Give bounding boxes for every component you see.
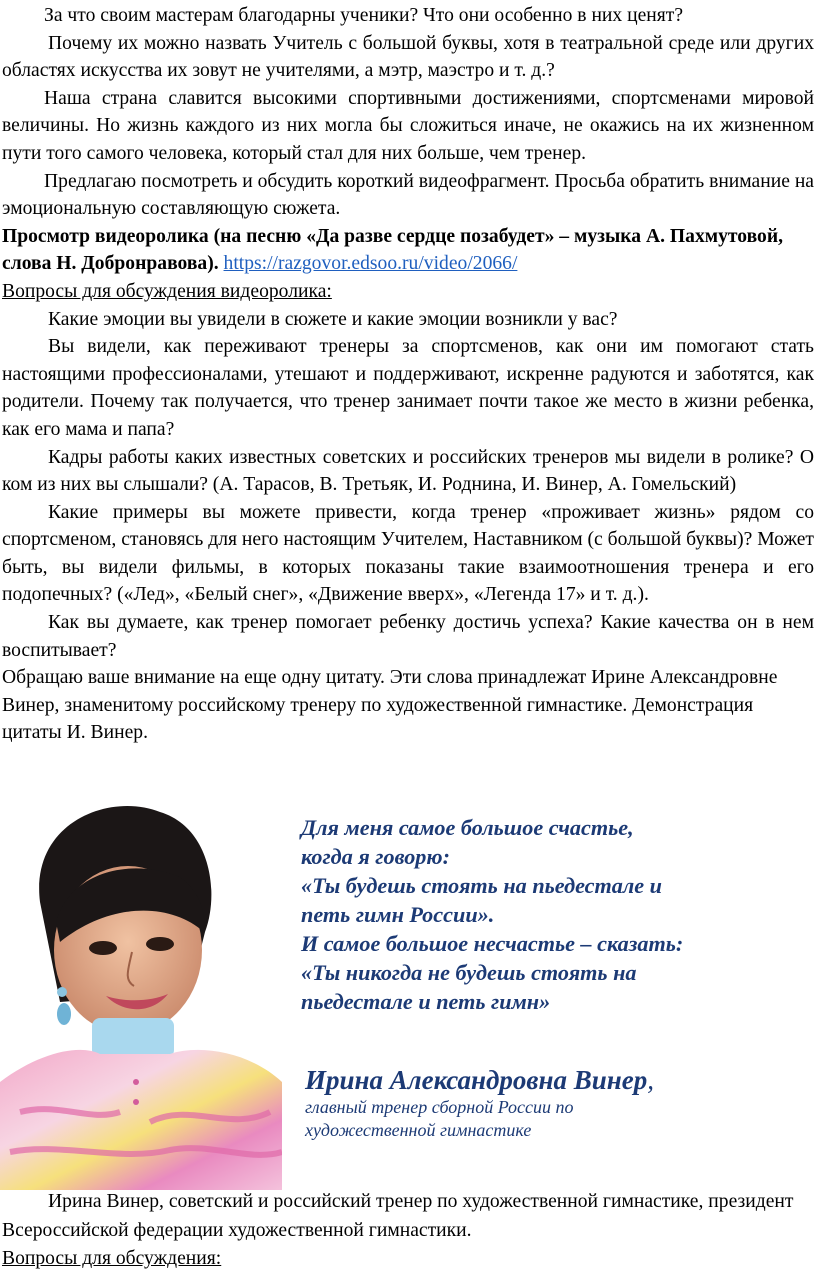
citation-intro: Обращаю ваше внимание на еще одну цитату. Эти слова принадлежат Ирине Александровне Винер, знаменитому российскому тренеру по художественной гимнастике. Демонстрация цитаты И. Винер.: [2, 667, 778, 744]
author-comma: ,: [647, 1065, 654, 1095]
video-title: Просмотр видеоролика (на песню «Да разве сердце позабудет» – музыка А. Пахмутовой, слова Н. Добронравова).: [2, 225, 784, 275]
author-name-line: [305, 1064, 810, 1096]
quote-line-7: пьедестале и петь гимн»: [301, 989, 551, 1014]
quote-line-3: «Ты будешь стоять на пьедестале и: [301, 873, 662, 898]
portrait-photo: [0, 782, 282, 1190]
quote-line-2: когда я говорю:: [301, 844, 450, 869]
final-heading: Вопросы для обсуждения:: [2, 1248, 222, 1269]
author-name: Ирина Александровна Винер: [305, 1065, 648, 1095]
quote-line-1: Для меня самое большое счастье,: [301, 815, 634, 840]
question-3: Кадры работы каких известных советских и российских тренеров мы видели в ролике? О ком из них вы слышали? (А. Тарасов, В. Третьяк, И. Роднина, И. Винер, А. Гомельский): [2, 446, 814, 496]
question-1: Какие эмоции вы увидели в сюжете и какие эмоции возникли у вас?: [48, 308, 618, 330]
paragraph-1: За что своим мастерам благодарны ученики? Что они особенно в них ценят?: [44, 5, 684, 26]
question-2: Вы видели, как переживают тренеры за спортсменов, как они им помогают стать настоящими профессионалами, утешают и поддерживают, искренне радуются и заботятся, как родители. Почему так получается, что тренер занимает почти такое же место в жизни ребенка, как его мама и папа?: [2, 336, 814, 440]
question-5: Как вы думаете, как тренер помогает ребенку достичь успеха? Какие качества он в нем воспитывает?: [2, 612, 814, 661]
quote-line-5: И самое большое несчастье – сказать:: [301, 931, 684, 956]
portrait-illustration: [0, 782, 282, 1190]
main-text: [2, 2, 814, 747]
paragraph-2: Почему их можно назвать Учитель с большой буквы, хотя в театральной среде или других областях искусства их зовут не учителями, а мэтр, маэстро и т. д.?: [2, 32, 814, 82]
wiener-quote: [301, 813, 811, 1016]
bio-paragraph: Ирина Винер, советский и российский тренер по художественной гимнастике, президент Всероссийской федерации художественной гимнастики.: [2, 1191, 794, 1241]
quote-line-6: «Ты никогда не будешь стоять на: [301, 960, 637, 985]
author-role: главный тренер сборной России по художественной гимнастике: [305, 1097, 574, 1140]
questions-heading: Вопросы для обсуждения видеоролика:: [2, 280, 332, 302]
question-4: Какие примеры вы можете привести, когда тренер «проживает жизнь» рядом со спортсменом, становясь для него настоящим Учителем, Наставником (с большой буквы)? Может быть, вы видели фильмы, в которых показаны такие взаимоотношения тренера и его подопечных? («Лед», «Белый снег», «Движение вверх», «Легенда 17» и т. д.).: [2, 501, 814, 606]
quote-signature: [305, 1064, 810, 1142]
bottom-text: [2, 1188, 814, 1274]
quote-line-4: петь гимн России».: [301, 902, 495, 927]
paragraph-3: Наша страна славится высокими спортивными достижениями, спортсменами мировой величины. Но жизнь каждого из них могла бы сложиться иначе, не окажись на их жизненном пути того самого человека, который стал для них больше, чем тренер.: [2, 87, 814, 164]
video-link[interactable]: https://razgovor.edsoo.ru/video/2066/: [223, 253, 518, 275]
paragraph-4: Предлагаю посмотреть и обсудить короткий видеофрагмент. Просьба обратить внимание на эмоциональную составляющую сюжета.: [2, 170, 815, 220]
video-paragraph: [2, 223, 814, 278]
